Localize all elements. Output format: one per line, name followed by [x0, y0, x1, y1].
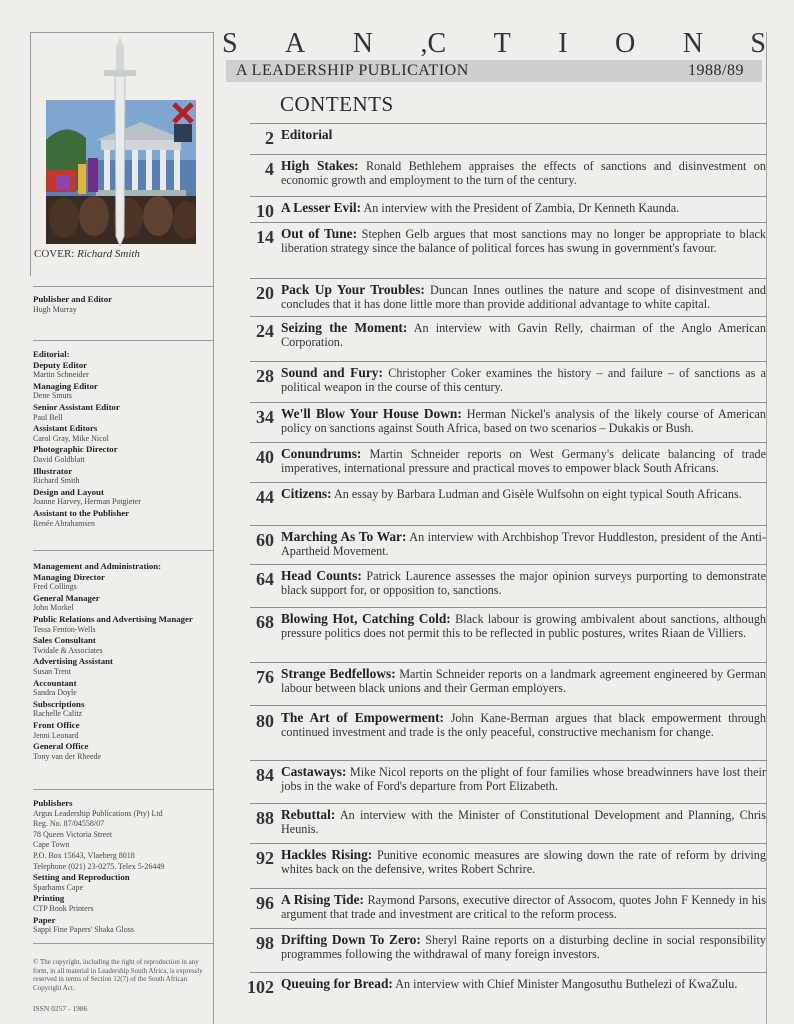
staff-role: Paper	[33, 914, 56, 925]
entry-description: Martin Schneider reports on a landmark agreement engineered by German labour between black unions and their German employers.	[281, 667, 766, 696]
staff-name: CTP Book Printers	[33, 903, 94, 913]
entry-heading: Citizens:	[281, 486, 332, 501]
entry-text	[281, 977, 766, 991]
entry-description: Mike Nicol reports on the plight of four families whose breadwinners have lost their jobs in the wake of Ford's departure from Port Elizabeth.	[281, 765, 766, 794]
divider	[33, 789, 213, 790]
management-heading: Management and Administration:	[33, 561, 162, 571]
entry-page-number: 44	[256, 487, 274, 507]
entry-divider	[250, 972, 767, 973]
entry-text	[281, 893, 766, 922]
entry-text	[281, 201, 766, 215]
entry-description: John Kane-Berman argues that black empowerment through continued investment and trade is the only peaceful, constructive mechanism for change.	[281, 711, 767, 740]
masthead-letter: T	[493, 28, 511, 59]
entry-description: Sheryl Raine reports on a disturbing decline in social responsibility programmes following the withdrawal of many foreign investors.	[281, 933, 766, 962]
entry-text	[281, 366, 766, 395]
entry-heading: A Lesser Evil:	[281, 200, 362, 215]
staff-role: Photographic Director	[33, 444, 118, 455]
staff-role: Public Relations and Advertising Manager	[33, 613, 193, 624]
publishers-heading: Publishers	[33, 798, 73, 808]
staff-role: Design and Layout	[33, 486, 104, 497]
entry-divider	[250, 928, 767, 929]
staff-name: Sparhams Cape	[33, 882, 83, 892]
entry-heading: Sound and Fury:	[281, 365, 383, 380]
publisher-address-line: 78 Queen Victoria Street	[33, 829, 113, 839]
entry-heading: Rebuttal:	[281, 807, 336, 822]
entry-description: Christopher Coker examines the history – and failure – of sanctions as a political weapon in the course of this century.	[281, 366, 767, 395]
staff-role: Printing	[33, 893, 65, 904]
staff-role: Illustrator	[33, 465, 73, 476]
entry-text	[281, 447, 766, 476]
entry-divider	[250, 843, 767, 844]
entry-heading: We'll Blow Your House Down:	[281, 406, 462, 421]
entry-divider	[250, 222, 767, 223]
staff-name: Sandra Doyle	[33, 688, 77, 698]
entry-divider	[250, 402, 767, 403]
entry-heading: High Stakes:	[281, 158, 359, 173]
entry-divider	[250, 123, 767, 124]
staff-role: Managing Editor	[33, 380, 98, 391]
entry-heading: Conundrums:	[281, 446, 362, 461]
entry-text	[281, 159, 766, 188]
entry-description: Stephen Gelb argues that most sanctions may no longer be appropriate to black liberation strategy since the balance of political forces has swung in government's favour.	[281, 227, 766, 256]
masthead-letter: ,C	[420, 28, 447, 59]
entry-text	[281, 569, 766, 598]
entry-description: An interview with the President of Zambia, Dr Kenneth Kaunda.	[363, 201, 680, 215]
contents-heading: CONTENTS	[280, 92, 394, 116]
publisher-address-line: P.O. Box 15643, Vlaeberg 8018	[33, 850, 135, 860]
staff-role: Assistant to the Publisher	[33, 507, 130, 518]
entry-description: An interview with Gavin Relly, chairman of the Anglo American Corporation.	[281, 321, 766, 350]
cover-artist: Richard Smith	[77, 248, 140, 260]
entry-text	[281, 667, 766, 696]
entry-heading: Strange Bedfellows:	[281, 666, 396, 681]
entry-page-number: 96	[256, 893, 274, 913]
entry-heading: Head Counts:	[281, 568, 362, 583]
staff-role: Senior Assistant Editor	[33, 401, 120, 412]
entry-divider	[250, 154, 767, 155]
staff-role: Managing Director	[33, 571, 105, 582]
entry-page-number: 68	[256, 612, 274, 632]
entry-description: Punitive economic measures are slowing down the rate of reform by driving whites back on the defensive, writes Robert Schrire.	[281, 848, 766, 877]
entry-page-number: 2	[265, 128, 274, 148]
entry-divider	[250, 278, 767, 279]
masthead-letter: S	[222, 28, 238, 59]
staff-name: Carol Gray, Mike Nicol	[33, 433, 109, 443]
entry-divider	[250, 442, 767, 443]
masthead-letter: I	[558, 28, 568, 59]
entry-page-number: 10	[256, 201, 274, 221]
publication-name: A LEADERSHIP PUBLICATION	[236, 62, 469, 79]
staff-name: Tessa Fenton-Wells	[33, 624, 96, 634]
copyright-notice: © The copyright, including the right of reproduction in any form, in all material in Leadership South Africa, is expressly reserved in terms of Section 12(7) of the South African Copyright Act.	[33, 958, 203, 992]
entry-divider	[250, 482, 767, 483]
entry-text	[281, 128, 766, 142]
entry-description: Martin Schneider reports on West Germany's delicate balancing of trade imperatives, international pressure and practical moves to empower black South Africans.	[281, 447, 766, 476]
entry-description: Black labour is growing ambivalent about sanctions, although pressure politics does not permit this to be reflected in public postures, writes Riaan de Villiers.	[281, 612, 767, 641]
staff-name: David Goldblatt	[33, 454, 85, 464]
divider	[33, 943, 213, 944]
publisher-address-line: Argus Leadership Publications (Pty) Ltd	[33, 808, 163, 818]
entry-heading: Queuing for Bread:	[281, 976, 393, 991]
divider	[33, 286, 213, 287]
publisher-address-line: Cape Town	[33, 840, 70, 850]
entry-heading: Out of Tune:	[281, 226, 358, 241]
entry-page-number: 76	[256, 667, 274, 687]
entry-page-number: 80	[256, 711, 274, 731]
divider	[33, 550, 213, 551]
entry-heading: Castaways:	[281, 764, 347, 779]
staff-role: General Office	[33, 741, 89, 752]
entry-description: Herman Nickel's analysis of the likely course of American policy on sanctions against South Africa, based on two scenarios – Dukakis or Bush.	[281, 407, 766, 436]
entry-divider	[250, 888, 767, 889]
entry-text	[281, 227, 766, 256]
divider	[33, 340, 213, 341]
entry-text	[281, 487, 766, 501]
staff-name: John Morkel	[33, 603, 74, 613]
entry-divider	[250, 196, 767, 197]
staff-name: Richard Smith	[33, 476, 80, 486]
staff-role: General Manager	[33, 592, 100, 603]
entry-page-number: 84	[256, 765, 274, 785]
cover-caption	[34, 248, 140, 260]
entry-page-number: 88	[256, 808, 274, 828]
staff-role: Accountant	[33, 677, 77, 688]
publisher-address-line: Reg. No. 87/04558/07	[33, 819, 105, 829]
staff-name: Susan Trent	[33, 666, 72, 676]
staff-name: Twidale & Associates	[33, 645, 103, 655]
staff-name: Renée Abrahamsen	[33, 518, 95, 528]
entry-divider	[250, 361, 767, 362]
staff-role: Setting and Reproduction	[33, 872, 130, 883]
entry-divider	[250, 803, 767, 804]
masthead-title	[222, 28, 766, 60]
staff-role: Subscriptions	[33, 698, 85, 709]
staff-role: Deputy Editor	[33, 359, 88, 370]
entry-text	[281, 848, 766, 877]
editorial-staff-list	[33, 349, 213, 529]
staff-role: Front Office	[33, 719, 80, 730]
editorial-heading: Editorial:	[33, 349, 70, 359]
masthead-letter: O	[614, 28, 636, 59]
staff-role: Advertising Assistant	[33, 656, 113, 667]
entry-page-number: 60	[256, 530, 274, 550]
entry-page-number: 98	[256, 933, 274, 953]
entry-heading: Editorial	[281, 127, 333, 142]
entry-heading: Pack Up Your Troubles:	[281, 282, 425, 297]
staff-name: Sappi Fine Papers' Shaka Gloss	[33, 925, 134, 935]
entry-heading: Marching As To War:	[281, 529, 407, 544]
staff-name: Dene Smuts	[33, 391, 72, 401]
entry-heading: Blowing Hot, Catching Cold:	[281, 611, 451, 626]
entry-description: An interview with Archbishop Trevor Huddleston, president of the Anti-Apartheid Movement.	[281, 530, 766, 559]
entry-text	[281, 407, 766, 436]
publication-banner	[226, 60, 762, 82]
entry-page-number: 20	[256, 283, 274, 303]
entry-description: An interview with Chief Minister Mangosuthu Buthelezi of KwaZulu.	[395, 977, 738, 991]
sword-icon	[100, 36, 140, 246]
entry-page-number: 34	[256, 407, 274, 427]
staff-role: Sales Consultant	[33, 635, 96, 646]
entry-page-number: 40	[256, 447, 274, 467]
publishers-info	[33, 798, 213, 936]
entry-description: Raymond Parsons, executive director of Assocom, quotes John F Kennedy in his argument that trade and investment are critical to the reform process.	[281, 893, 767, 922]
entry-heading: A Rising Tide:	[281, 892, 364, 907]
entry-page-number: 14	[256, 227, 274, 247]
entry-heading: Hackles Rising:	[281, 847, 373, 862]
entry-text	[281, 808, 766, 837]
staff-name: Rachelle Calitz	[33, 709, 83, 719]
entry-page-number: 4	[265, 159, 274, 179]
staff-name: Jenni Leonard	[33, 730, 79, 740]
entry-page-number: 64	[256, 569, 274, 589]
entry-text	[281, 612, 766, 641]
staff-role: Assistant Editors	[33, 423, 98, 434]
staff-name: Fred Collings	[33, 582, 77, 592]
entry-divider	[250, 525, 767, 526]
management-staff-list	[33, 561, 213, 762]
masthead-letter: A	[285, 28, 306, 59]
entry-description: An interview with the Minister of Constitutional Development and Planning, Chris Heunis.	[281, 808, 767, 837]
entry-divider	[250, 705, 767, 706]
entry-divider	[250, 607, 767, 608]
entry-description: An essay by Barbara Ludman and Gisèle Wulfsohn on eight typical South Africans.	[333, 487, 742, 501]
entry-text	[281, 321, 766, 350]
entry-divider	[250, 564, 767, 565]
entry-page-number: 92	[256, 848, 274, 868]
staff-name: Joanne Harvey, Herman Potgieter	[33, 497, 141, 507]
entry-divider	[250, 316, 767, 317]
entry-description: Patrick Laurence assesses the major opinion surveys purporting to demonstrate black support for, or opposition to, sanctions.	[281, 569, 766, 598]
right-edge-rule	[766, 32, 767, 1024]
publisher-address-line: Telephone (021) 23-0275. Telex 5-26449	[33, 861, 165, 871]
entry-divider	[250, 662, 767, 663]
entry-heading: Drifting Down To Zero:	[281, 932, 421, 947]
publication-year: 1988/89	[688, 62, 744, 79]
entry-description: Ronald Bethlehem appraises the effects of sanctions and disinvestment on economic growth and employment to the turn of the century.	[281, 159, 766, 188]
publisher-name: Hugh Murray	[33, 304, 77, 314]
entry-heading: The Art of Empowerment:	[281, 710, 444, 725]
staff-name: Tony van der Rheede	[33, 751, 102, 761]
staff-name: Martin Schneider	[33, 370, 89, 380]
masthead-letter: S	[750, 28, 766, 59]
entry-page-number: 28	[256, 366, 274, 386]
entry-text	[281, 530, 766, 559]
entry-page-number: 24	[256, 321, 274, 341]
issn-number: ISSN 0257 - 1986	[33, 1004, 88, 1013]
entry-text	[281, 283, 766, 312]
entry-text	[281, 765, 766, 794]
entry-page-number: 102	[247, 977, 274, 997]
publisher-block	[33, 294, 213, 315]
entry-divider	[250, 760, 767, 761]
entry-description: Duncan Innes outlines the nature and scope of disinvestment and concludes that it has done little more than provide additional advantage to white capital.	[281, 283, 767, 312]
entry-text	[281, 711, 766, 740]
masthead-letter: N	[352, 28, 373, 59]
masthead-letter: N	[682, 28, 703, 59]
entry-text	[281, 933, 766, 962]
cover-label: COVER:	[34, 248, 75, 260]
entry-heading: Seizing the Moment:	[281, 320, 408, 335]
staff-name: Paul Bell	[33, 412, 63, 422]
publisher-role: Publisher and Editor	[33, 294, 113, 304]
